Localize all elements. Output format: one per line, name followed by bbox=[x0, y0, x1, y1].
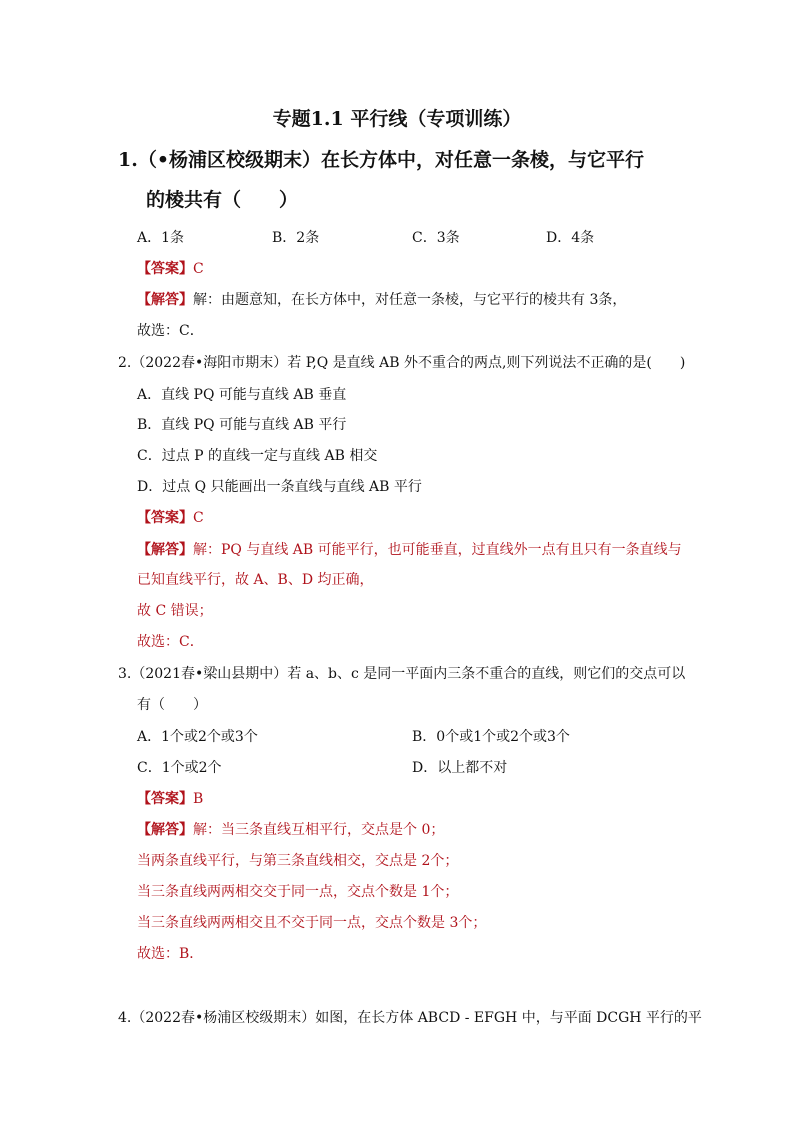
answer-tag: 【答案】 bbox=[137, 510, 193, 526]
q1-solution bbox=[137, 290, 626, 310]
answer-tag: 【答案】 bbox=[137, 261, 193, 277]
q4-stem-line1: 4.（2022春•杨浦区校级期末）如图，在长方体 ABCD - EFGH 中，与平面 DCGH 平行的平 bbox=[118, 1010, 702, 1026]
q1-answer bbox=[137, 259, 204, 279]
q2-solution-line2: 已知直线平行，故 A、B、D 均正确， bbox=[137, 572, 374, 588]
q1-choose: 故选：C． bbox=[137, 323, 204, 339]
q2-choose: 故选：C． bbox=[137, 634, 204, 650]
q2-stem: 2.（2022春•海阳市期末）若 P,Q 是直线 AB 外不重合的两点,则下列说法不正确的是( ) bbox=[118, 355, 686, 371]
solution-text: 解：当三条直线互相平行，交点是个 0； bbox=[193, 822, 445, 838]
answer-value: B bbox=[193, 791, 204, 807]
q3-answer bbox=[137, 789, 203, 809]
q3-solution-line4: 当三条直线两两相交且不交于同一点，交点个数是 3个； bbox=[137, 915, 487, 931]
q3-stem-line2: 有（ ） bbox=[137, 697, 207, 713]
solution-tag: 【解答】 bbox=[137, 292, 193, 308]
q2-option-d: D．过点 Q 只能画出一条直线与直线 AB 平行 bbox=[137, 479, 422, 495]
solution-text: 解：由题意知，在长方体中，对任意一条棱，与它平行的棱共有 3条， bbox=[193, 292, 627, 308]
q2-option-a: A．直线 PQ 可能与直线 AB 垂直 bbox=[137, 387, 347, 403]
solution-tag: 【解答】 bbox=[137, 822, 193, 838]
q3-choose: 故选：B． bbox=[137, 946, 204, 962]
q2-option-c: C．过点 P 的直线一定与直线 AB 相交 bbox=[137, 448, 378, 464]
answer-value: C bbox=[193, 510, 204, 526]
solution-text: 解：PQ 与直线 AB 可能平行，也可能垂直，过直线外一点有且只有一条直线与 bbox=[193, 542, 682, 558]
answer-value: C bbox=[193, 261, 204, 277]
q1-option-a: A．1条 bbox=[137, 230, 185, 246]
q2-solution-line1 bbox=[137, 540, 682, 560]
q3-option-c: C．1个或2个 bbox=[137, 760, 222, 776]
q1-option-d: D．4条 bbox=[546, 230, 595, 246]
q2-solution-line3: 故 C 错误； bbox=[137, 603, 213, 619]
q3-solution-line1 bbox=[137, 820, 444, 840]
answer-tag: 【答案】 bbox=[137, 791, 193, 807]
q1-option-c: C．3条 bbox=[412, 230, 460, 246]
q1-option-b: B．2条 bbox=[272, 230, 320, 246]
q3-solution-line3: 当三条直线两两相交交于同一点，交点个数是 1个； bbox=[137, 884, 459, 900]
page-title: 专题1.1 平行线（专项训练） bbox=[272, 108, 522, 130]
solution-tag: 【解答】 bbox=[137, 542, 193, 558]
q3-stem-line1: 3.（2021春•梁山县期中）若 a、b、c 是同一平面内三条不重合的直线，则它们的交点可以 bbox=[118, 666, 686, 682]
q3-solution-line2: 当两条直线平行，与第三条直线相交，交点是 2个； bbox=[137, 853, 459, 869]
q3-option-d: D．以上都不对 bbox=[412, 760, 508, 776]
q1-stem-line1: 1.（•杨浦区校级期末）在长方体中，对任意一条棱，与它平行 bbox=[118, 149, 644, 171]
q1-stem-line2: 的棱共有（ ） bbox=[146, 189, 299, 211]
q2-answer bbox=[137, 508, 204, 528]
q3-option-a: A．1个或2个或3个 bbox=[137, 729, 258, 745]
q2-option-b: B．直线 PQ 可能与直线 AB 平行 bbox=[137, 417, 347, 433]
q3-option-b: B．0个或1个或2个或3个 bbox=[412, 729, 570, 745]
